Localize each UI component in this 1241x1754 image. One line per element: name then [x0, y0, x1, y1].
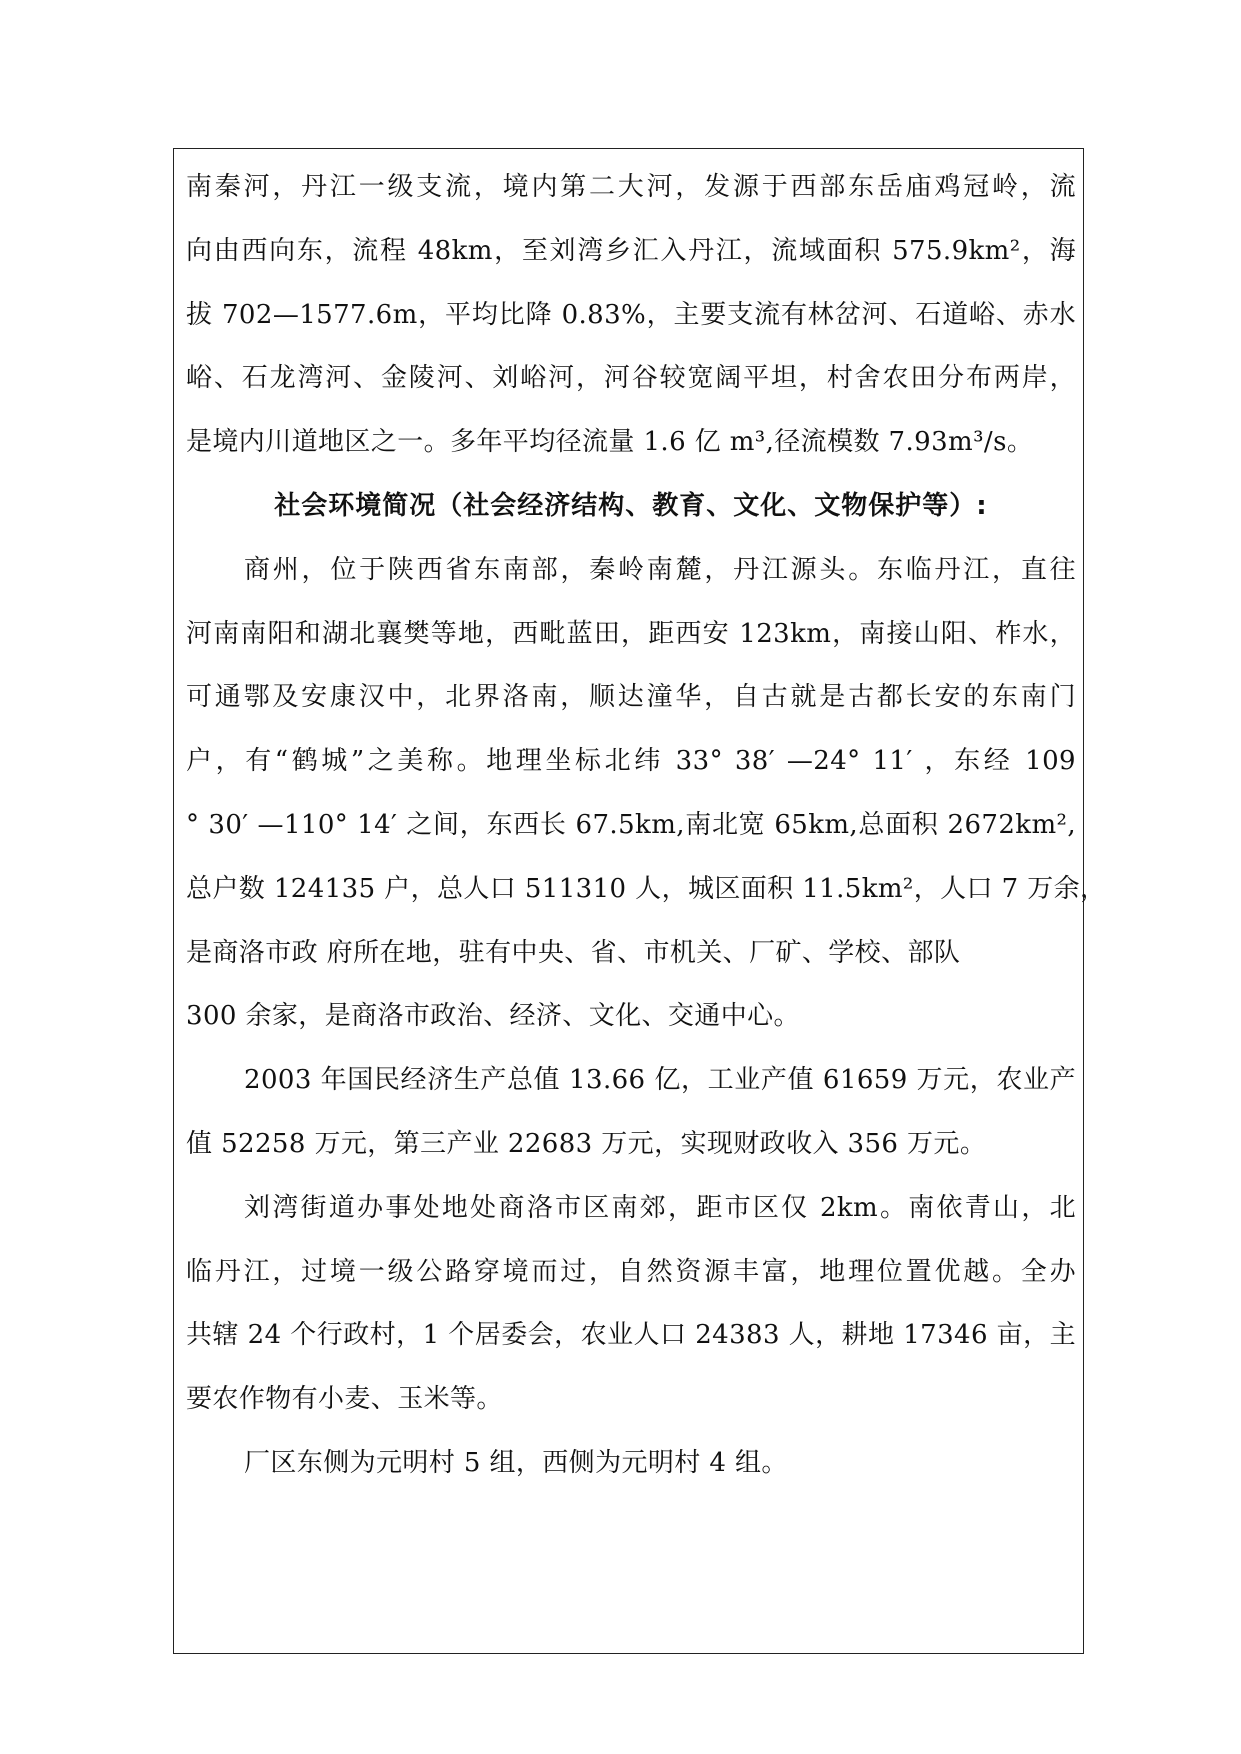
text-line: 向由西向东，流程 48km，至刘湾乡汇入丹江，流域面积 575.9km²，海 — [186, 235, 1076, 266]
text-line: 河南南阳和湖北襄樊等地，西毗蓝田，距西安 123km，南接山阳、柞水， — [186, 618, 1076, 649]
paragraph-nanqin-river — [186, 156, 1076, 475]
text-line: 值 52258 万元，第三产业 22683 万元，实现财政收入 356 万元。 — [186, 1128, 987, 1159]
text-line: 峪、石龙湾河、金陵河、刘峪河，河谷较宽阔平坦，村舍农田分布两岸， — [186, 363, 1076, 394]
text-line: 刘湾街道办事处地处商洛市区南郊，距市区仅 2km。南依青山，北 — [244, 1192, 1076, 1223]
text-line: 临丹江，过境一级公路穿境而过，自然资源丰富，地理位置优越。全办 — [186, 1256, 1076, 1287]
text-line: 是商洛市政 府所在地，驻有中央、省、市机关、厂矿、学校、部队 — [186, 937, 961, 968]
text-line: 拔 702—1577.6m，平均比降 0.83%，主要支流有林岔河、石道峪、赤水 — [186, 299, 1076, 330]
section-heading: 社会环境简况（社会经济结构、教育、文化、文物保护等）: — [274, 490, 988, 521]
text-line: ° 30′ —110° 14′ 之间，东西长 67.5km,南北宽 65km,总面积 2672km², — [186, 809, 1076, 840]
text-line: 总户数 124135 户，总人口 511310 人，城区面积 11.5km²，人口 7 万余， — [186, 873, 1107, 904]
paragraph-economy — [186, 1049, 1076, 1177]
text-line: 2003 年国民经济生产总值 13.66 亿，工业产值 61659 万元，农业产 — [244, 1065, 1076, 1096]
document-body — [186, 156, 1107, 1496]
text-line: 共辖 24 个行政村，1 个居委会，农业人口 24383 人，耕地 17346 亩，主 — [186, 1320, 1076, 1351]
text-line: 商州，位于陕西省东南部，秦岭南麓，丹江源头。东临丹江，直往 — [244, 554, 1076, 585]
paragraph-plant — [186, 1432, 1076, 1496]
paragraph-liuwan — [186, 1177, 1076, 1432]
text-line: 户，有“鹤城”之美称。地理坐标北纬 33° 38′ —24° 11′ ，东经 109 — [186, 746, 1076, 777]
text-line: 要农作物有小麦、玉米等。 — [186, 1384, 503, 1415]
text-line: 南秦河，丹江一级支流，境内第二大河，发源于西部东岳庙鸡冠岭，流 — [186, 172, 1076, 202]
paragraph-shangzhou — [186, 539, 1107, 1049]
text-line: 厂区东侧为元明村 5 组，西侧为元明村 4 组。 — [244, 1447, 788, 1478]
text-line: 可通鄂及安康汉中，北界洛南，顺达潼华，自古就是古都长安的东南门 — [186, 682, 1076, 713]
text-line: 是境内川道地区之一。多年平均径流量 1.6 亿 m³,径流模数 7.93m³/s。 — [186, 427, 1034, 458]
text-line: 300 余家，是商洛市政治、经济、文化、交通中心。 — [186, 1001, 800, 1032]
